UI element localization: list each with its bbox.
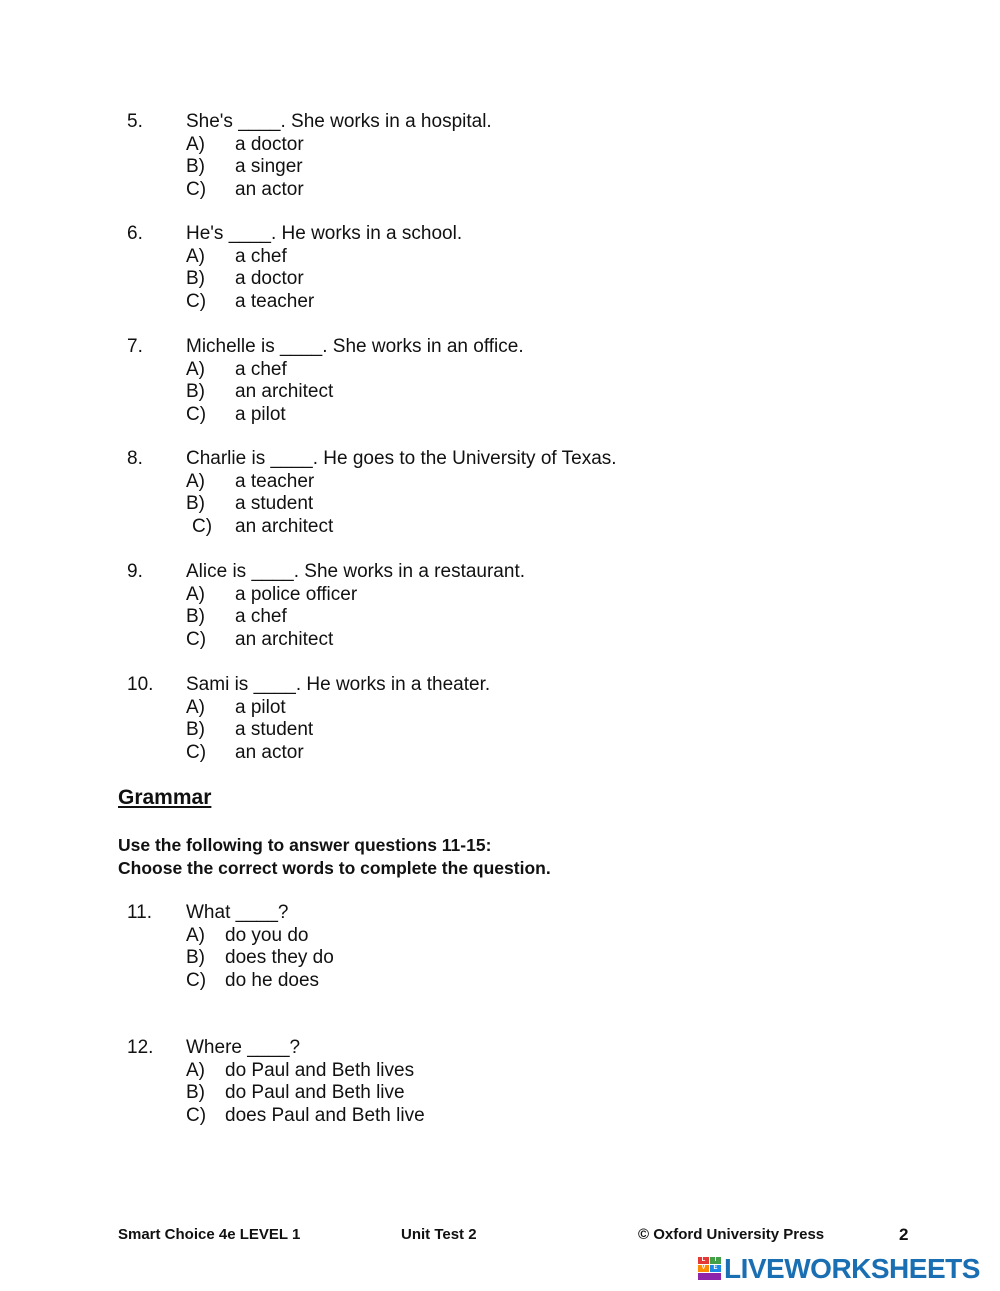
section-heading-grammar: Grammar [118,786,212,809]
option-text: does Paul and Beth live [225,1104,425,1126]
question-11 [0,902,1000,992]
question-stem: Alice is ____. She works in a restaurant. [186,561,526,582]
option-letter: B) [186,947,205,968]
section-instructions [118,834,551,880]
logo-blocks-icon: L I V E [698,1257,722,1281]
option-letter: B) [186,156,205,177]
option-letter: C) [192,515,213,537]
option-c[interactable] [0,629,1000,652]
question-7 [0,336,1000,426]
option-text: a teacher [235,290,315,312]
question-number: 5. [127,111,143,132]
option-a[interactable] [0,359,1000,382]
question-number: 7. [127,336,143,357]
logo-text: LIVEWORKSHEETS [724,1253,980,1284]
option-a[interactable] [0,584,1000,607]
footer-book-title: Smart Choice 4e LEVEL 1 [118,1226,301,1243]
option-a[interactable] [0,471,1000,494]
option-text: do he does [225,969,320,991]
option-c[interactable] [0,516,1000,539]
question-number: 9. [127,561,143,582]
option-letter: A) [186,924,205,946]
option-text: do you do [225,924,309,946]
option-letter: A) [186,133,205,155]
option-letter: A) [186,245,205,267]
option-text: a pilot [235,696,286,718]
option-letter: B) [186,381,205,402]
option-text: do Paul and Beth lives [225,1059,415,1081]
option-letter: B) [186,268,205,289]
option-b[interactable] [0,268,1000,291]
option-a[interactable] [0,697,1000,720]
question-stem: What ____? [186,902,289,923]
instruction-line-1: Use the following to answer questions 11-15: [118,835,492,855]
option-text: a singer [235,156,303,177]
question-number: 12. [127,1037,154,1058]
option-c[interactable] [0,742,1000,765]
question-5 [0,111,1000,201]
option-c[interactable] [0,179,1000,202]
option-text: a pilot [235,403,286,425]
page-footer [0,1226,1000,1248]
question-6 [0,223,1000,313]
option-text: do Paul and Beth live [225,1082,405,1103]
liveworksheets-logo [698,1254,994,1284]
option-b[interactable] [0,947,1000,970]
option-letter: B) [186,1082,205,1103]
option-text: a chef [235,606,287,627]
option-c[interactable] [0,1105,1000,1128]
option-text: an architect [235,628,334,650]
option-letter: B) [186,719,205,740]
option-c[interactable] [0,291,1000,314]
question-stem: He's ____. He works in a school. [186,223,463,244]
option-text: a doctor [235,268,304,289]
option-letter: C) [186,403,207,425]
option-letter: A) [186,358,205,380]
option-letter: C) [186,969,207,991]
page-number: 2 [899,1225,909,1244]
option-a[interactable] [0,925,1000,948]
option-text: an actor [235,178,304,200]
question-number: 8. [127,448,143,469]
option-b[interactable] [0,493,1000,516]
question-number: 11. [127,902,153,923]
option-letter: C) [186,290,207,312]
option-b[interactable] [0,156,1000,179]
question-stem: Michelle is ____. She works in an office. [186,336,524,357]
option-text: a doctor [235,133,304,155]
option-text: a chef [235,358,287,380]
option-letter: C) [186,1104,207,1126]
option-b[interactable] [0,606,1000,629]
question-stem: Sami is ____. He works in a theater. [186,674,491,695]
instruction-line-2: Choose the correct words to complete the question. [118,858,551,878]
option-text: an architect [235,515,334,537]
question-8 [0,448,1000,538]
option-text: a chef [235,245,287,267]
option-c[interactable] [0,970,1000,993]
option-c[interactable] [0,404,1000,427]
footer-unit: Unit Test 2 [401,1226,477,1243]
option-text: a police officer [235,583,358,605]
question-stem: Where ____? [186,1037,301,1058]
option-text: a student [235,719,314,740]
option-letter: A) [186,470,205,492]
option-b[interactable] [0,381,1000,404]
question-number: 10. [127,674,154,695]
option-letter: C) [186,178,207,200]
option-letter: C) [186,628,207,650]
option-letter: B) [186,606,205,627]
question-12 [0,1037,1000,1127]
option-text: an architect [235,381,334,402]
question-9 [0,561,1000,651]
option-letter: C) [186,741,207,763]
option-text: does they do [225,947,334,968]
option-text: a student [235,493,314,514]
option-b[interactable] [0,719,1000,742]
question-10 [0,674,1000,764]
footer-publisher: © Oxford University Press [638,1226,825,1243]
option-text: a teacher [235,470,315,492]
question-stem: Charlie is ____. He goes to the University of Texas. [186,448,617,469]
option-a[interactable] [0,1060,1000,1083]
option-letter: A) [186,1059,205,1081]
option-letter: A) [186,583,205,605]
option-a[interactable] [0,246,1000,269]
question-stem: She's ____. She works in a hospital. [186,111,492,132]
option-a[interactable] [0,134,1000,157]
option-letter: A) [186,696,205,718]
option-b[interactable] [0,1082,1000,1105]
question-number: 6. [127,223,143,244]
option-letter: B) [186,493,205,514]
option-text: an actor [235,741,304,763]
